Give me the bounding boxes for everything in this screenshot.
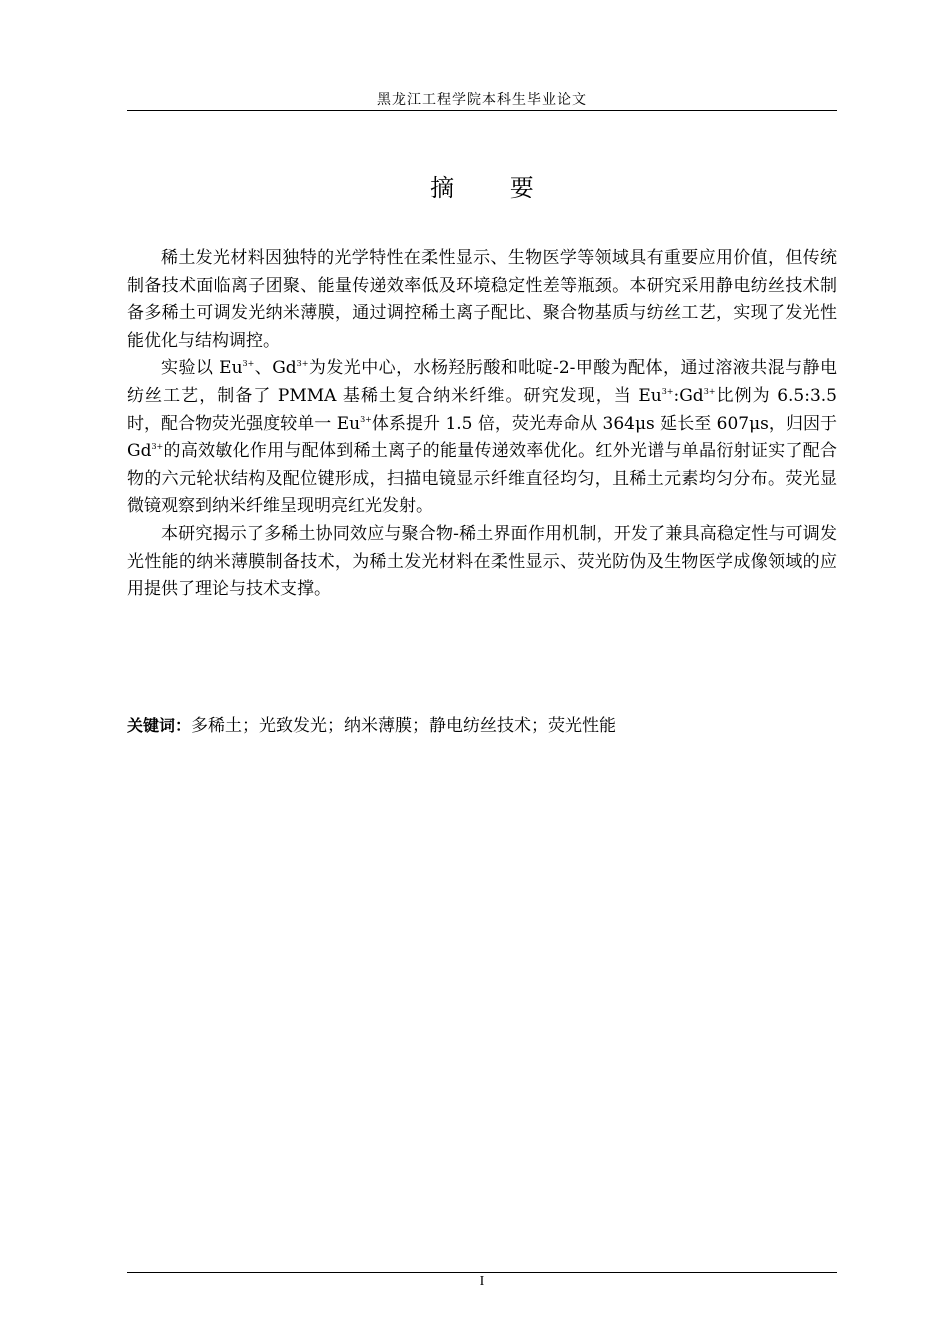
header-rule xyxy=(127,110,837,111)
abstract-paragraph-3: 本研究揭示了多稀土协同效应与聚合物-稀土界面作用机制，开发了兼具高稳定性与可调发光性能的纳米薄膜制备技术，为稀土发光材料在柔性显示、荧光防伪及生物医学成像领域的应用提供了理论与技术支撑。 xyxy=(127,523,837,600)
superscript: 3+ xyxy=(151,442,164,452)
keywords-line xyxy=(127,714,837,738)
page-number: I xyxy=(479,1274,485,1289)
abstract-body xyxy=(127,245,837,604)
abstract-paragraph-1: 稀土发光材料因独特的光学特性在柔性显示、生物医学等领域具有重要应用价值，但传统制备技术面临离子团聚、能量传递效率低及环境稳定性差等瓶颈。本研究采用静电纺丝技术制备多稀土可调发光纳米薄膜，通过调控稀土离子配比、聚合物基质与纺丝工艺，实现了发光性能优化与结构调控。 xyxy=(127,248,837,351)
keywords-label: 关键词： xyxy=(127,716,192,735)
footer-rule xyxy=(127,1272,837,1273)
text-run: 体系提升 1.5 倍，荧光寿命从 364μs 延长至 607μs，归因于 Gd xyxy=(127,413,837,462)
superscript: 3+ xyxy=(661,386,674,396)
text-run: :Gd xyxy=(673,385,704,406)
running-header: 黑龙江工程学院本科生毕业论文 xyxy=(377,92,587,108)
text-run: 的高效敏化作用与配体到稀土离子的能量传递效率优化。红外光谱与单晶衍射证实了配合物的六元轮状结构及配位键形成，扫描电镜显示纤维直径均匀，且稀土元素均匀分布。荧光显微镜观察到纳米纤维呈现明亮红光发射。 xyxy=(127,441,837,517)
text-run: 、Gd xyxy=(254,358,297,379)
text-run: 为发光中心，水杨羟肟酸和吡啶-2-甲酸为配体，通过溶液共混与静电纺丝工艺，制备了 PMMA 基稀土复合纳米纤维。研究发现，当 Eu xyxy=(127,358,837,406)
abstract-title: 摘 要 xyxy=(430,174,558,202)
superscript: 3+ xyxy=(360,414,372,424)
abstract-paragraph-2 xyxy=(127,355,837,521)
superscript: 3+ xyxy=(242,359,255,369)
text-run: 比例为 6.5:3.5 时，配合物荧光强度较单一 Eu xyxy=(127,385,837,434)
text-run: 实验以 Eu xyxy=(161,358,243,379)
superscript: 3+ xyxy=(703,386,716,396)
superscript: 3+ xyxy=(296,359,309,369)
keywords-text: 多稀土；光致发光；纳米薄膜；静电纺丝技术；荧光性能 xyxy=(191,716,617,736)
